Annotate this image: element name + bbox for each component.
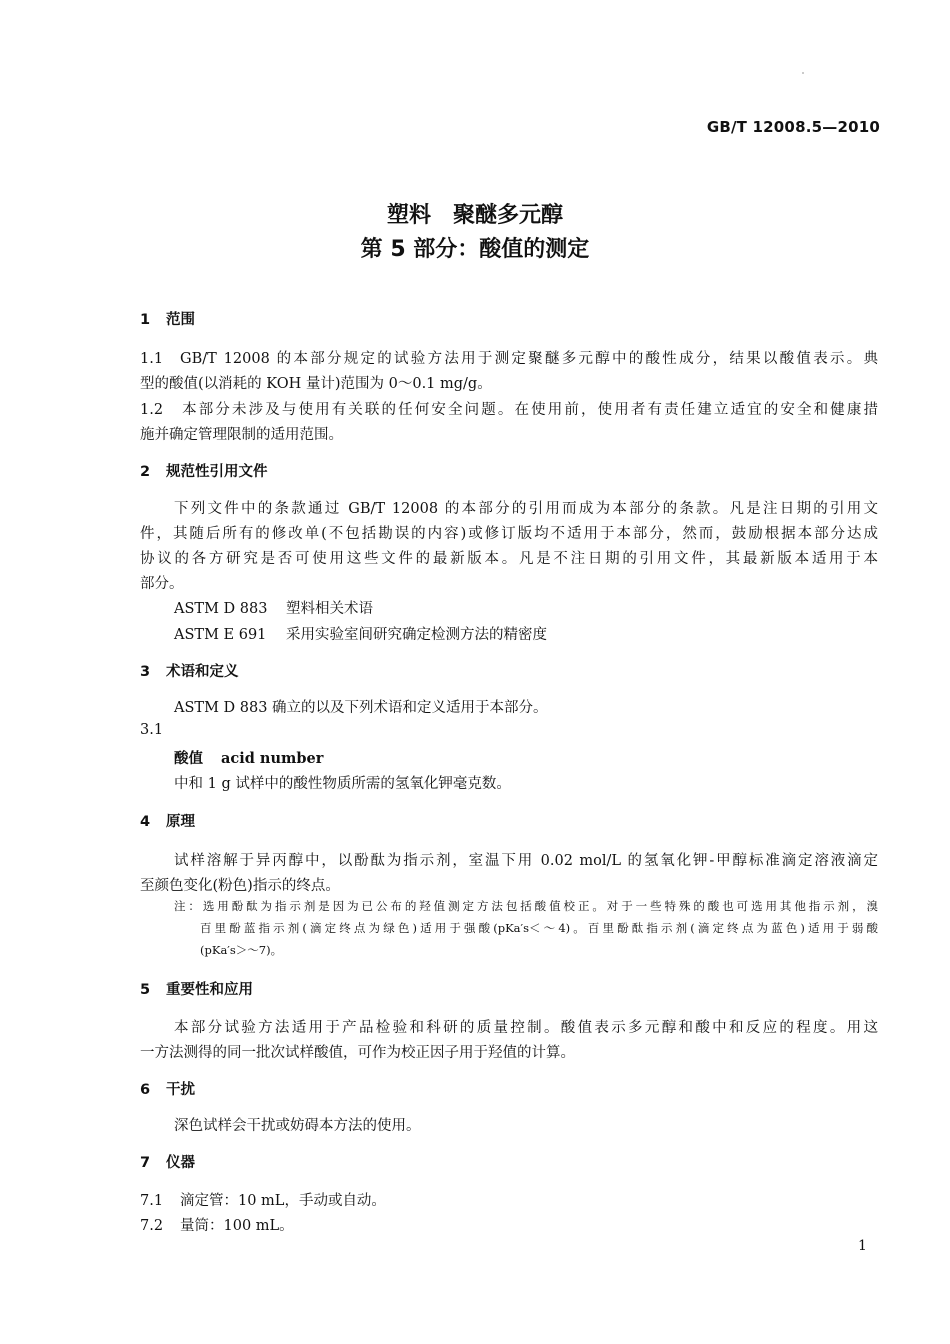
section-number: 4 — [140, 814, 151, 830]
clause-1-2-line-2: 施并确定管理限制的适用范围。 — [140, 427, 343, 443]
section-number: 5 — [140, 982, 151, 998]
clause-1-1-line-2: 型的酸值(以消耗的 KOH 量计)范围为 0～0.1 mg/g。 — [140, 376, 492, 392]
section-title: 规范性引用文件 — [166, 464, 268, 480]
reference-title: 塑料相关术语 — [286, 601, 373, 617]
section-6-heading — [140, 1078, 195, 1099]
section-number: 1 — [140, 312, 151, 328]
section-number: 6 — [140, 1082, 151, 1098]
section-5-para-line-1: 本部分试验方法适用于产品检验和科研的质量控制。酸值表示多元醇和酸中和反应的程度。用这 — [174, 1020, 878, 1036]
section-title: 术语和定义 — [166, 664, 239, 680]
title-line-2: 第 5 部分：酸值的测定 — [360, 237, 590, 262]
section-2-para-line-4: 部分。 — [140, 576, 184, 592]
section-3-para: ASTM D 883 确立的以及下列术语和定义适用于本部分。 — [174, 700, 548, 716]
reference-title: 采用实验室间研究确定检测方法的精密度 — [286, 627, 547, 643]
section-3-heading — [140, 660, 239, 681]
clause-7-1 — [140, 1189, 386, 1210]
standard-code: GB/T 12008.5—2010 — [706, 118, 880, 136]
reference-item — [174, 597, 373, 618]
page-number: 1 — [858, 1238, 867, 1254]
clause-3-1-number: 3.1 — [140, 722, 164, 738]
section-title: 原理 — [166, 814, 195, 830]
section-7-heading — [140, 1151, 195, 1172]
section-2-para-line-2: 件，其随后所有的修改单(不包括勘误的内容)或修订版均不适用于本部分，然而，鼓励根据本部分达成 — [140, 526, 878, 542]
term-english: acid number — [221, 750, 324, 767]
section-6-para: 深色试样会干扰或妨碍本方法的使用。 — [174, 1118, 421, 1134]
reference-code: ASTM E 691 — [174, 627, 267, 643]
section-title: 干扰 — [166, 1082, 195, 1098]
section-2-para-line-1: 下列文件中的条款通过 GB/T 12008 的本部分的引用而成为本部分的条款。凡是注日期的引用文 — [174, 501, 878, 517]
clause-number: 7.1 — [140, 1193, 164, 1209]
note-line-3: (pKa′s＞～7)。 — [200, 943, 283, 957]
clause-number: 7.2 — [140, 1218, 164, 1234]
section-title: 仪器 — [166, 1155, 195, 1171]
term-entry — [174, 747, 323, 768]
note-line-2: 百里酚蓝指示剂(滴定终点为绿色)适用于强酸(pKa′s＜～4)。百里酚酞指示剂(滴定终点为蓝色)适用于弱酸 — [200, 921, 878, 935]
clause-number: 1.2 — [140, 402, 164, 418]
title-line-1: 塑料 聚醚多元醇 — [386, 203, 563, 228]
clause-1-2-line-1 — [140, 398, 878, 419]
clause-text: 滴定管：10 mL，手动或自动。 — [180, 1193, 386, 1209]
clause-text: 量筒：100 mL。 — [180, 1218, 294, 1234]
section-4-para-line-2: 至颜色变化(粉色)指示的终点。 — [140, 878, 340, 894]
reference-item — [174, 623, 547, 644]
section-title: 范围 — [166, 312, 195, 328]
clause-text: GB/T 12008 的本部分规定的试验方法用于测定聚醚多元醇中的酸性成分，结果以酸值表示。典 — [180, 351, 878, 367]
section-2-heading — [140, 460, 268, 481]
note-line-1: 注：选用酚酞为指示剂是因为已公布的羟值测定方法包括酸值校正。对于一些特殊的酸也可选用其他指示剂，溴 — [174, 899, 878, 913]
clause-7-2 — [140, 1214, 294, 1235]
section-4-heading — [140, 810, 195, 831]
section-4-para-line-1: 试样溶解于异丙醇中，以酚酞为指示剂，室温下用 0.02 mol/L 的氢氧化钾-甲醇标准滴定溶液滴定 — [174, 853, 878, 869]
section-5-para-line-2: 一方法测得的同一批次试样酸值，可作为校正因子用于羟值的计算。 — [140, 1045, 575, 1061]
section-5-heading — [140, 978, 253, 999]
section-title: 重要性和应用 — [166, 982, 253, 998]
section-number: 2 — [140, 464, 151, 480]
clause-1-1-line-1 — [140, 347, 878, 368]
term-chinese: 酸值 — [174, 750, 203, 767]
reference-code: ASTM D 883 — [174, 601, 268, 617]
section-2-para-line-3: 协议的各方研究是否可使用这些文件的最新版本。凡是不注日期的引用文件，其最新版本适用于本 — [140, 551, 878, 567]
section-number: 3 — [140, 664, 151, 680]
section-number: 7 — [140, 1155, 151, 1171]
section-1-heading — [140, 308, 195, 329]
scan-speck — [802, 72, 804, 74]
term-definition: 中和 1 g 试样中的酸性物质所需的氢氧化钾毫克数。 — [174, 776, 511, 792]
clause-number: 1.1 — [140, 351, 164, 367]
clause-text: 本部分未涉及与使用有关联的任何安全问题。在使用前，使用者有责任建立适宜的安全和健康措 — [180, 402, 878, 418]
